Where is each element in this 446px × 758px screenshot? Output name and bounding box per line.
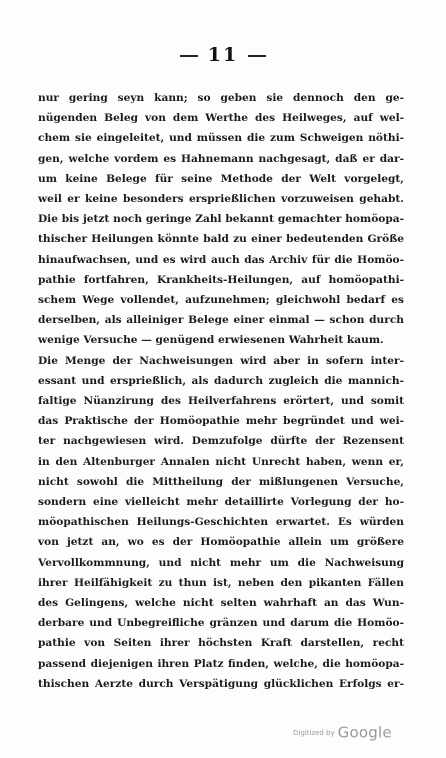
header-dash-right: [248, 55, 266, 57]
text-line: das Praktische der Homöopathie mehr begründet und wei-: [38, 415, 404, 428]
text-line: faltige Nüanzirung des Heilverfahrens erörtert, und somit: [38, 395, 404, 408]
text-line: sondern eine vielleicht mehr detaillirte Vorlegung der ho-: [38, 496, 404, 509]
text-line: ihrer Heilfähigkeit zu thun ist, neben den pikanten Fällen: [38, 576, 404, 589]
text-line: derselben, als alleiniger Belege einer einmal — schon durch: [38, 314, 404, 327]
text-line: gen, welche vordem es Hahnemann nachgesagt, daß er dar-: [38, 152, 404, 165]
watermark-brand: Google: [337, 723, 392, 742]
header-dash-left: [180, 55, 198, 57]
text-line: um keine Belege für seine Methode der Welt vorgelegt,: [38, 172, 404, 185]
text-line: ter nachgewiesen wird. Demzufolge dürfte der Rezensent: [38, 435, 404, 448]
text-line: des Gelingens, welche nicht selten wahrhaft an das Wun-: [38, 597, 404, 610]
text-line: chem sie eingeleitet, und müssen die zum Schweigen nöthi-: [38, 132, 404, 145]
text-line: wenige Versuche — genügend erwiesenen Wahrheit kaum.: [38, 334, 384, 347]
text-line: essant und ersprießlich, als dadurch zugleich die mannich-: [38, 374, 404, 387]
text-line: nicht sowohl die Mittheilung der mißlungenen Versuche,: [38, 475, 404, 488]
text-line: thischen Aerzte durch Verspätigung glücklichen Erfolgs er-: [38, 677, 404, 690]
text-line: passend diejenigen ihren Platz finden, welche, die homöopa-: [38, 657, 404, 670]
text-line: derbare und Unbegreifliche gränzen und darum die Homöo-: [38, 617, 404, 630]
text-line: thischer Heilungen könnte bald zu einer bedeutenden Größe: [38, 233, 404, 246]
text-line: möopathischen Heilungs-Geschichten erwartet. Es würden: [38, 516, 404, 529]
page-number-header: [0, 44, 446, 66]
text-line: pathie fortfahren, Krankheits-Heilungen, auf homöopathi-: [38, 273, 404, 286]
text-line: schem Wege vollendet, aufzunehmen; gleichwohl bedarf es: [38, 294, 404, 307]
text-line: nur gering seyn kann; so geben sie dennoch den ge-: [38, 92, 404, 104]
google-watermark: [293, 722, 392, 742]
body-text: [38, 88, 404, 694]
text-line: Vervollkommnung, und nicht mehr um die Nachweisung: [38, 556, 404, 569]
text-line: von jetzt an, wo es der Homöopathie allein um größere: [38, 536, 404, 549]
text-line: Die bis jetzt noch geringe Zahl bekannt gemachter homöopa-: [38, 213, 404, 226]
watermark-prefix: Digitized by: [293, 728, 335, 737]
page-number: 11: [207, 44, 239, 66]
text-line: hinaufwachsen, und es wird auch das Archiv für die Homöo-: [38, 253, 404, 266]
text-line: nügenden Beleg von dem Werthe des Heilweges, auf wel-: [38, 112, 404, 125]
text-line: pathie von Seiten ihrer höchsten Kraft darstellen, recht: [38, 637, 404, 650]
text-line: Die Menge der Nachweisungen wird aber in sofern inter-: [38, 354, 404, 367]
text-line: in den Altenburger Annalen nicht Unrecht haben, wenn er,: [38, 455, 404, 468]
text-line: weil er keine besonders ersprießlichen vorzuweisen gehabt.: [38, 193, 404, 206]
